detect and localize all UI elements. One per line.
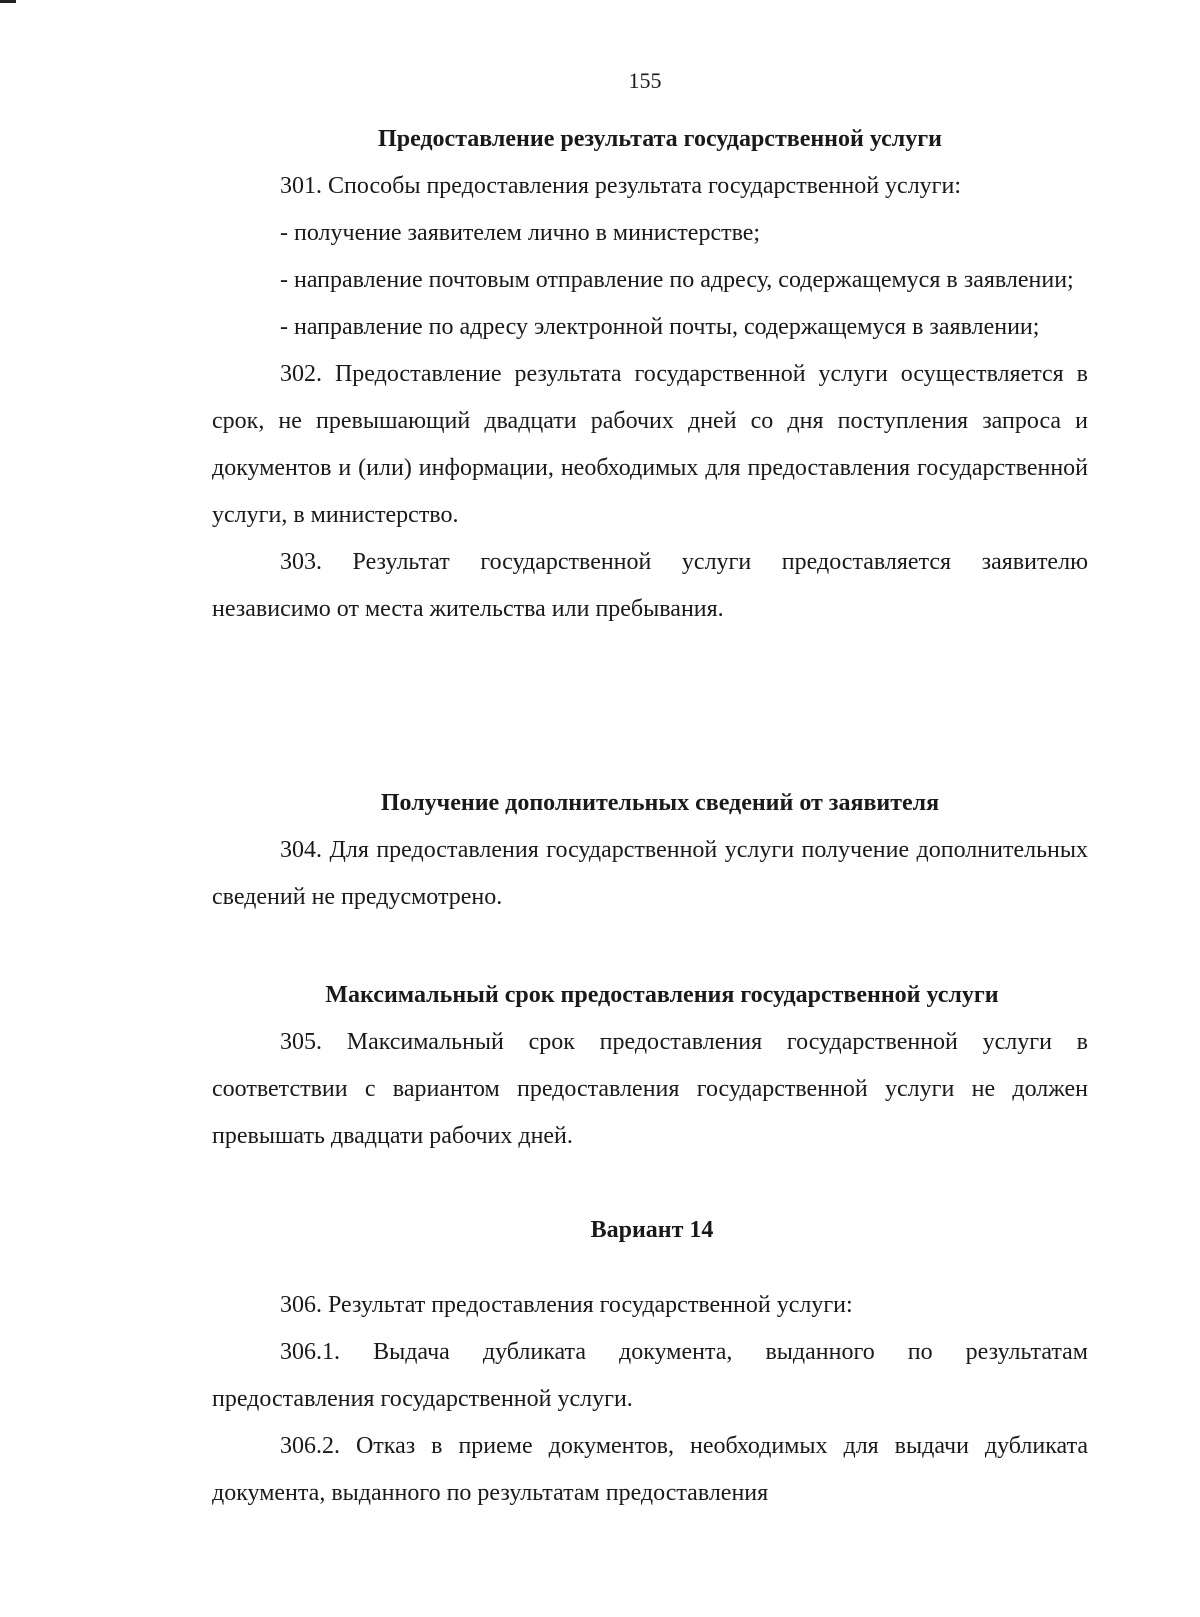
section-heading: Максимальный срок предоставления государственной услуги: [325, 982, 999, 1008]
section-max-term: [212, 972, 1088, 1160]
page-number: 155: [628, 68, 662, 93]
paragraph-306-1: 306.1. Выдача дубликата документа, выданного по результатам предоставления государственной услуги.: [212, 1339, 1088, 1412]
paragraph-304: 304. Для предоставления государственной услуги получение дополнительных сведений не предусмотрено.: [212, 837, 1088, 910]
paragraph-306-2: 306.2. Отказ в приеме документов, необходимых для выдачи дубликата документа, выданного по результатам предоставления: [212, 1433, 1088, 1506]
spacer: [212, 1254, 1088, 1282]
paragraph-302: 302. Предоставление результата государственной услуги осуществляется в срок, не превышающий двадцати рабочих дней со дня поступления запроса и документов и (или) информации, необходимых для предоставления государственной услуги, в министерство.: [212, 361, 1088, 528]
section-result-provision: [212, 116, 1088, 633]
list-item-by-email: - направление по адресу электронной почты, содержащемуся в заявлении;: [280, 314, 1040, 340]
section-additional-info: [212, 780, 1088, 921]
paragraph-301: 301. Способы предоставления результата государственной услуги:: [280, 173, 962, 199]
paragraph-306: 306. Результат предоставления государственной услуги:: [280, 1292, 853, 1318]
section-variant-14: [212, 1207, 1088, 1517]
section-heading: Предоставление результата государственной услуги: [378, 126, 942, 152]
list-item-in-person: - получение заявителем лично в министерстве;: [280, 220, 761, 246]
paragraph-303: 303. Результат государственной услуги предоставляется заявителю независимо от места жительства или пребывания.: [212, 549, 1088, 622]
scan-edge-mark: [0, 0, 16, 3]
section-heading: Получение дополнительных сведений от заявителя: [380, 790, 940, 816]
paragraph-305: 305. Максимальный срок предоставления государственной услуги в соответствии с вариантом предоставления государственной услуги не должен превышать двадцати рабочих дней.: [212, 1029, 1088, 1149]
section-heading: Вариант 14: [590, 1217, 714, 1243]
list-item-by-post: - направление почтовым отправление по адресу, содержащемуся в заявлении;: [280, 267, 1074, 293]
